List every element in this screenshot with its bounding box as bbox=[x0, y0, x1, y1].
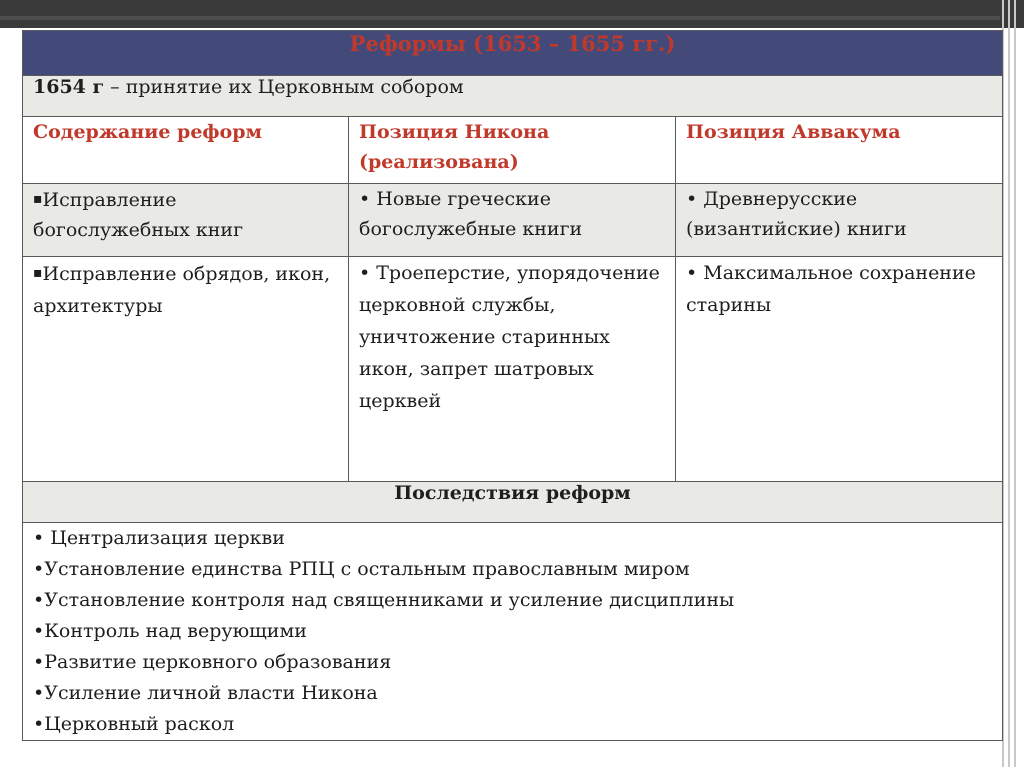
list-item: •Установление контроля над священниками и усиление дисциплины bbox=[33, 589, 735, 611]
row-1-content bbox=[23, 184, 349, 257]
list-item: •Установление единства РПЦ с остальным православным миром bbox=[33, 558, 690, 580]
column-header-row bbox=[23, 117, 1003, 184]
slide-top-band bbox=[0, 0, 1024, 28]
row-2-content-text: Исправление обрядов, икон, архитектуры bbox=[33, 263, 331, 317]
list-item: •Контроль над верующими bbox=[33, 620, 307, 642]
row-1-content-text: Исправление богослужебных книг bbox=[33, 189, 244, 241]
row-2-nikon: • Троеперстие, упорядочение церковной службы, уничтожение старинных икон, запрет шатровых церквей bbox=[349, 257, 676, 482]
table-row bbox=[23, 257, 1003, 482]
year-text: – принятие их Церковным собором bbox=[104, 76, 464, 98]
table-title: Реформы (1653 – 1655 гг.) bbox=[23, 31, 1003, 76]
consequences-heading: Последствия реформ bbox=[23, 482, 1003, 523]
slide-top-accent-line bbox=[0, 16, 1000, 20]
list-item: • Централизация церкви bbox=[33, 527, 285, 549]
reforms-table bbox=[22, 30, 1003, 741]
year-label: 1654 г bbox=[33, 76, 105, 98]
column-header-nikon: Позиция Никона (реализована) bbox=[349, 117, 676, 184]
consequences-cell bbox=[23, 523, 1003, 741]
row-1-avvakum: • Древнерусские (византийские) книги bbox=[676, 184, 1003, 257]
list-item: •Церковный раскол bbox=[33, 713, 235, 735]
list-item: •Развитие церковного образования bbox=[33, 651, 392, 673]
year-row bbox=[23, 76, 1003, 117]
year-cell bbox=[23, 76, 1003, 117]
consequences-list bbox=[33, 523, 992, 740]
decor-line bbox=[1008, 0, 1010, 767]
square-bullet-icon: ▪ bbox=[33, 191, 43, 207]
list-item: •Усиление личной власти Никона bbox=[33, 682, 378, 704]
decor-line bbox=[1014, 0, 1016, 767]
column-header-content: Содержание реформ bbox=[23, 117, 349, 184]
table-row bbox=[23, 184, 1003, 257]
row-2-content bbox=[23, 257, 349, 482]
consequences-header-row bbox=[23, 482, 1003, 523]
row-2-avvakum: • Максимальное сохранение старины bbox=[676, 257, 1003, 482]
row-1-nikon: • Новые греческие богослужебные книги bbox=[349, 184, 676, 257]
column-header-avvakum: Позиция Аввакума bbox=[676, 117, 1003, 184]
consequences-row bbox=[23, 523, 1003, 741]
square-bullet-icon: ▪ bbox=[33, 265, 43, 281]
title-row bbox=[23, 31, 1003, 76]
